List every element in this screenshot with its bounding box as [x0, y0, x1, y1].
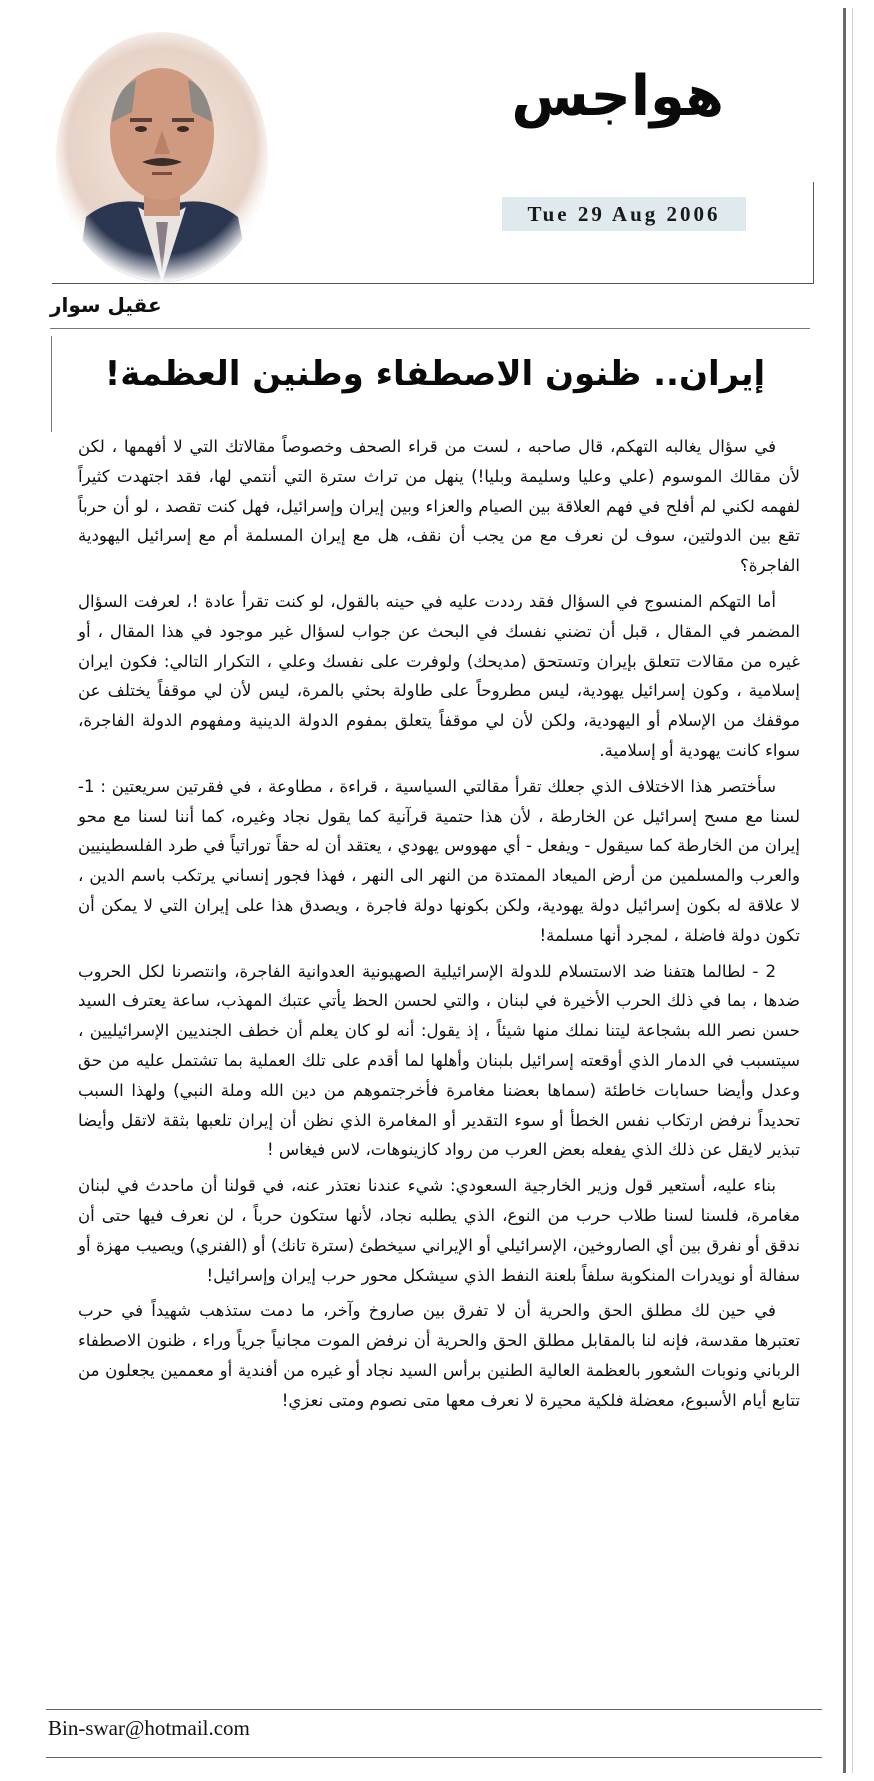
- article-paragraph: 2 - لطالما هتفنا ضد الاستسلام للدولة الإسرائيلية الصهيونية العدوانية الفاجرة، وانتصرنا لكل الحروب ضدها ، بما في ذلك الحرب الأخيرة في لبنان ، والتي لحسن الحظ يأتي عتبك المهذب، ساعة يعترف السيد حسن نصر الله بشجاعة ليتنا نملك منها شيئاً ، إذ يقول: أنه لو كان يعلم أن خطف الجنديين الإسرائيليين ، سيتسبب في الدمار الذي أوقعته إسرائيل بلبنان وأهلها لما أقدم على تلك العملية بما تشتمل عليه من حق وعدل وأيضا حسابات خاطئة (سماها بعضنا مغامرة فأخرجتموهم من دين الله وملة النبي) ولهذا السبب تحديداً نرفض ارتكاب نفس الخطأ أو سوء التقدير أو المغامرة الذي نظن أن إيران تلعبها بثقة لاتقل وأيضا تبذير لايقل عن ذلك الذي يفعله بعض العرب من رواد كازينوهات، لاس فيغاس !: [78, 961, 800, 1160]
- article-paragraph: أما التهكم المنسوج في السؤال فقد رددت عليه في حينه بالقول، لو كنت تقرأ عادة !، لعرفت السؤال المضمر في المقال ، قبل أن تضني نفسك في البحث عن جواب لسؤال غير موجود في هذا المقال ، أو غيره من مقالات تتعلق بإيران وتستحق (مديحك) ولوفرت على نفسك وعلي ، التكرار التالي: فكون ايران إسلامية ، وكون إسرائيل يهودية، ليس مطروحاً على طاولة بحثي بالمرة، ليس لأن لي موقفاً يختلف عن موقفك من الإسلام أو اليهودية، ولكن لأن لي موقفاً يتعلق بمفوم الدولة الدينية ومفهوم الدولة الفاجرة، سواء كانت يهودية أو إسلامية.: [78, 591, 800, 760]
- author-photo: [56, 32, 268, 282]
- column-title: هواجس: [511, 64, 724, 129]
- article-body: [78, 432, 800, 1422]
- author-email: Bin-swar@hotmail.com: [48, 1716, 250, 1740]
- title-frame-vertical: [51, 336, 52, 432]
- author-name: عقيل سوار: [50, 293, 162, 317]
- header-frame-horizontal: [52, 283, 814, 284]
- article-paragraph: في سؤال يغالبه التهكم، قال صاحبه ، لست من قراء الصحف وخصوصاً مقالاتك التي لا أفهمها ، لكن لأن مقالك الموسوم (علي وعليا وسليمة وبليا!) ينهل من تراث سترة التي أنتمي لها، فقد اجتهدت كثيراً لفهمه لكني لم أفلح في فهم العلاقة بين الصيام والعزاء وبين إيران وإسرائيل، فهل كنت تقصد ، لو أن حرباً تقع بين الدولتين، سوف لن نعرف مع من يجب أن نقف، هل مع إيران المسلمة أم مع إسرائيل اليهودية الفاجرة؟: [78, 437, 800, 576]
- article-paragraph: في حين لك مطلق الحق والحرية أن لا تفرق بين صاروخ وآخر، ما دمت ستذهب شهيداً في حرب تعتبرها مقدسة، فإنه لنا بالمقابل مطلق الحق والحرية أن نرفض الموت مجانياً جرياً وراء ، ظنون الاصطفاء الرباني ونوبات الشعور بالعظمة العالية الطنين برأس السيد نجاد أو غيره من أفندية أو معممين يجعلون من تتابع أيام الأسبوع، معضلة فلكية محيرة لا نعرف معها متى نصوم ومتى نعزي!: [78, 1301, 800, 1410]
- date-badge: Tue 29 Aug 2006: [502, 197, 746, 231]
- divider-footer: [46, 1757, 822, 1758]
- article-paragraph: سأختصر هذا الاختلاف الذي جعلك تقرأ مقالتي السياسية ، قراءة ، مطاوعة ، في فقرتين سريعتين : 1- لسنا مع مسح إسرائيل عن الخارطة ، لأن هذا حتمية قرآنية كما يقول نجاد وغيره، كما أننا لسنا مع محو إيران من الخارطة كما سيقول - ويفعل - أي مهووس يهودي ، يعتقد أن له حقاً توراتياً في طرد الفلسطينيين والعرب والمسلمين من أرض الميعاد الممتدة من النهر الى النهر ، فهذا فجور إنساني يرتكب باسم الدين ، لا علاقة له بكون إسرائيل دولة يهودية، ولكن بكونها دولة فاجرة ، ويصدق هذا على إيران التي لا يمكن أن تكون دولة فاضلة ، لمجرد أنها مسلمة!: [78, 776, 800, 945]
- divider-top: [50, 328, 810, 329]
- page-border-right: [843, 8, 846, 1773]
- divider-bottom: [46, 1709, 822, 1710]
- article-headline: إيران.. ظنون الاصطفاء وطنين العظمة!: [104, 354, 766, 394]
- article-paragraph: بناء عليه، أستعير قول وزير الخارجية السعودي: شيء عندنا نعتذر عنه، في قولنا أن ماحدث في لبنان مغامرة، فلسنا لسنا طلاب حرب من النوع، الذي يطلبه نجاد، لأنها ستكون حرباً ، لن نعرف فيها حتى أن ندقق أو نفرق بين أي الصاروخين، الإسرائيلي أو الإيراني سيخطئ (سترة تانك) أو (الفنري) ويصيب مهزة أو سفالة أو نويدرات المنكوبة سلفاً بلعنة النفط الذي سيشكل محور حرب إيران وإسرائيل!: [78, 1176, 800, 1285]
- page-border-right-thin: [852, 8, 853, 1773]
- header-frame-vertical: [813, 182, 814, 284]
